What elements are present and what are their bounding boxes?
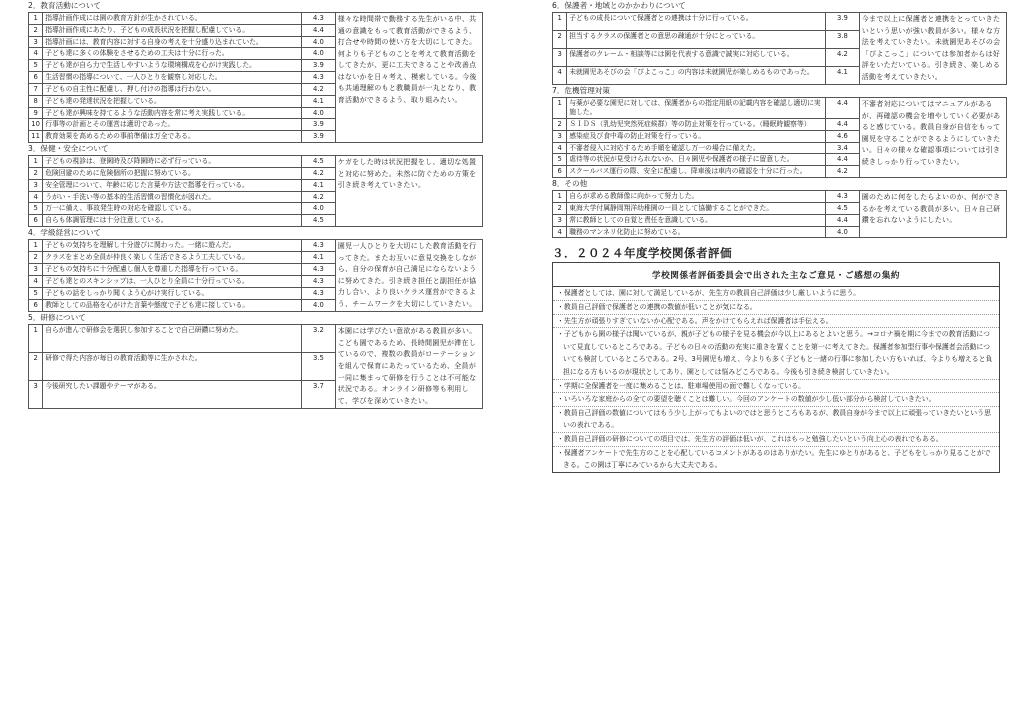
- section-title: 7．危機管理対策: [552, 86, 610, 96]
- item-score: 4.0: [302, 203, 336, 215]
- item-score: 4.1: [302, 95, 336, 107]
- item-score: 4.0: [826, 226, 860, 238]
- item-number: 3: [553, 49, 567, 67]
- item-score: 4.0: [302, 36, 336, 48]
- item-text: 万一に備え、事故発生時の対応を確認している。: [43, 203, 302, 215]
- section-comment: 今まで以上に保護者と連携をとっていきたいという思いが強い教員が多い。様々な方法を考えていきたい。未就園児あそびの会「ぴよこっこ」については参加者からは好評をいただいている。引き続き、楽しめる活動を考えていきたい。: [859, 13, 1006, 85]
- item-score: 3.7: [302, 381, 336, 409]
- item-text: 安全管理について、年齢に応じた言葉や方法で指導を行っている。: [43, 179, 302, 191]
- table-row: [553, 13, 1007, 31]
- item-score: 4.5: [302, 156, 336, 168]
- item-text: 子ども達が自ら力で生活しやすいような環境構成を心がけ実践した。: [43, 60, 302, 72]
- evaluation-table: [552, 190, 1007, 238]
- item-text: 子どもの成長について保護者との連携は十分に行っている。: [567, 13, 826, 31]
- item-number: 3: [553, 130, 567, 142]
- item-text: 自らも体調管理には十分注意している。: [43, 215, 302, 227]
- item-number: 3: [29, 381, 43, 409]
- item-text: 指導計画作成には園の教育方針が生かされている。: [43, 13, 302, 25]
- item-text: 感染症及び食中毒の防止対策を行っている。: [567, 130, 826, 142]
- item-score: 4.2: [826, 49, 860, 67]
- table-row: [29, 156, 483, 168]
- item-score: 4.2: [302, 167, 336, 179]
- section-comment: 本園には学びたい意欲がある教員が多い。こども園であるため、長時間園児が滞在しているので、複数の教員がローテーションを組んで保育にあたっているため、全員が一同に集まって研修を行うことは不可能な状況である。オンライン研修等も利用して、学びを深めていきたい。: [335, 325, 482, 409]
- list-item: ・先生方が頑張りすぎていないか心配である。声をかけてもらえれば保護者は手伝える。: [553, 315, 999, 329]
- item-text: 子ども達とのスキンシップは、一人ひとり全員に十分行っている。: [43, 276, 302, 288]
- evaluation-table: [28, 324, 483, 409]
- item-text: 子どもの自主性に配慮し、押し付けの指導は行わない。: [43, 83, 302, 95]
- item-number: 1: [553, 13, 567, 31]
- item-text: 担当するクラスの保護者との意思の疎通が十分にとっている。: [567, 31, 826, 49]
- item-text: 生活習慣の指導について、一人ひとりを観察し対応した。: [43, 72, 302, 84]
- summary-title: 学校関係者評価委員会で出された主なご意見・ご感想の集約: [553, 263, 999, 287]
- item-text: 職務のマンネリ化防止に努めている。: [567, 226, 826, 238]
- item-score: 4.2: [826, 166, 860, 178]
- item-text: 子ども達の発達状況を把握している。: [43, 95, 302, 107]
- item-text: 行事等の計画とその運営は適切であった。: [43, 119, 302, 131]
- section-comment: ケガをした時は状況把握をし、適切な処置と対応に努めた。未然に防ぐための方策を引き続き考えていきたい。: [335, 156, 482, 227]
- item-score: 4.5: [302, 215, 336, 227]
- section-comment: 園のために何をしたらよいのか、何ができるかを考えている教員が多い。日々自己研鑽を忘れないようにしたい。: [859, 191, 1006, 238]
- item-number: 6: [29, 72, 43, 84]
- item-score: 4.4: [826, 98, 860, 119]
- summary-box: [552, 262, 1000, 472]
- item-number: 3: [553, 214, 567, 226]
- section-title: 4．学級経営について: [28, 228, 102, 238]
- item-score: 4.6: [826, 130, 860, 142]
- item-number: 5: [29, 60, 43, 72]
- item-number: 2: [29, 24, 43, 36]
- item-number: 2: [29, 167, 43, 179]
- item-text: 子どもの話をしっかり聞くよう心がけ実行している。: [43, 288, 302, 300]
- item-number: 6: [553, 166, 567, 178]
- item-score: 4.4: [302, 24, 336, 36]
- evaluation-table: [28, 155, 483, 227]
- item-text: 自らが求める教師像に向かって努力した。: [567, 191, 826, 203]
- item-text: 子ども達に多くの体験をさせるための工夫は十分に行った。: [43, 48, 302, 60]
- item-number: 1: [29, 325, 43, 353]
- item-score: 4.3: [302, 72, 336, 84]
- item-text: 子どもの気持ちを理解し十分遊びに関わった。一緒に遊んだ。: [43, 240, 302, 252]
- item-text: 虐待等の状況が見受けられないか、日々園児や保護者の様子に留意した。: [567, 154, 826, 166]
- item-score: 4.1: [826, 67, 860, 85]
- item-score: 4.3: [302, 288, 336, 300]
- item-score: 4.3: [302, 276, 336, 288]
- item-number: 4: [553, 67, 567, 85]
- item-text: 常に教師としての自覚と責任を意識している。: [567, 214, 826, 226]
- item-number: 2: [29, 353, 43, 381]
- evaluation-table: [28, 239, 483, 312]
- summary-list: [553, 287, 999, 471]
- item-text: ＳＩＤＳ（乳幼児突然死症候群）等の防止対策を行っている。（睡眠時観察等）: [567, 118, 826, 130]
- right-page: [552, 0, 1007, 711]
- left-page: [28, 0, 483, 711]
- item-text: 今後研究したい課題やテーマがある。: [43, 381, 302, 409]
- section-title: 8．その他: [552, 179, 588, 189]
- item-number: 1: [29, 240, 43, 252]
- item-number: 1: [553, 98, 567, 119]
- item-score: 4.3: [826, 191, 860, 203]
- item-number: 5: [29, 203, 43, 215]
- item-number: 4: [553, 226, 567, 238]
- item-text: クラスをまとめ全員が仲良く楽しく生活できるよう工夫している。: [43, 252, 302, 264]
- item-text: 指導計画には、教育内容に対する自身の考えを十分盛り込まれていた。: [43, 36, 302, 48]
- table-row: [29, 13, 483, 25]
- evaluation-heading: ３．２０２４年度学校関係者評価: [552, 246, 732, 261]
- item-score: 4.0: [302, 107, 336, 119]
- item-text: 不審者侵入に対応するため手順を確認し万一の場合に備えた。: [567, 142, 826, 154]
- item-number: 7: [29, 83, 43, 95]
- item-number: 1: [29, 13, 43, 25]
- item-number: 2: [553, 31, 567, 49]
- item-text: 未就園児あそびの会「ぴよこっこ」の内容は未就園児が楽しめるものであった。: [567, 67, 826, 85]
- item-score: 3.9: [302, 119, 336, 131]
- item-score: 3.4: [826, 142, 860, 154]
- item-number: 10: [29, 119, 43, 131]
- item-number: 6: [29, 215, 43, 227]
- item-score: 4.3: [302, 13, 336, 25]
- item-number: 6: [29, 300, 43, 312]
- item-number: 3: [29, 36, 43, 48]
- item-text: 与薬が必要な園児に対しては、保護者からの指定用紙の記載内容を確認し適切に実施した。: [567, 98, 826, 119]
- section-title: 3．保健・安全について: [28, 144, 109, 154]
- item-score: 4.4: [826, 118, 860, 130]
- list-item: ・保護者アンケートで先生方のことを心配しているコメントがあるのはありがたい。先生にゆとりがあると、子どもをしっかり見ることができる。この園は丁寧にみているから大丈夫である。: [557, 448, 991, 470]
- item-number: 3: [29, 179, 43, 191]
- item-number: 5: [29, 288, 43, 300]
- item-number: 3: [29, 264, 43, 276]
- list-item: ・保護者としては、園に対して満足しているが、先生方の教員自己評価は少し厳しいように思う。: [553, 287, 999, 301]
- section-title: 2．教育活動について: [28, 1, 102, 10]
- item-number: 2: [553, 202, 567, 214]
- list-item: ・学期に全保護者を一度に集めることは、駐車場使用の面で難しくなっている。: [553, 380, 999, 394]
- item-number: 1: [29, 156, 43, 168]
- item-score: 4.1: [302, 252, 336, 264]
- item-score: 4.5: [826, 202, 860, 214]
- item-number: 4: [29, 276, 43, 288]
- section-title: 5．研修について: [28, 313, 86, 323]
- item-number: 9: [29, 107, 43, 119]
- item-score: 4.3: [302, 264, 336, 276]
- table-row: [553, 191, 1007, 203]
- item-score: 4.2: [302, 83, 336, 95]
- item-score: 4.0: [302, 300, 336, 312]
- item-score: 4.1: [302, 179, 336, 191]
- item-text: 保護者のクレーム・相談等には園を代表する意識で誠実に対応している。: [567, 49, 826, 67]
- item-number: 4: [29, 191, 43, 203]
- item-text: 危険回避のために危険個所の把握に努めている。: [43, 167, 302, 179]
- list-item: ・教員自己評価の数値についてはもう少し上がってもよいのではと思うところもあるが、教員自身が今まで以上に頑張っていきたいという思いの表れである。: [553, 407, 999, 433]
- item-text: 自らが進んで研修会を選択し参加することで自己研鑽に努めた。: [43, 325, 302, 353]
- item-score: 3.5: [302, 353, 336, 381]
- section-title: 6．保護者・地域とのかかわりについて: [552, 1, 686, 10]
- table-row: [29, 325, 483, 353]
- item-text: 研修で得た内容が毎日の教育活動等に生かされた。: [43, 353, 302, 381]
- item-score: 4.2: [302, 191, 336, 203]
- section-comment: 不審者対応についてはマニュアルがあるが、再確認の機会を増やしていく必要があると感じている。教員自身が自信をもって園児を守ることができるようにしていきたい。日々の様々な確認事項については引き続きしっかり行っていきたい。: [859, 98, 1006, 178]
- item-text: 教育効果を高めるための事前準備は万全である。: [43, 131, 302, 143]
- item-number: 4: [29, 48, 43, 60]
- item-score: 4.4: [826, 214, 860, 226]
- item-score: 4.4: [826, 154, 860, 166]
- item-score: 3.8: [826, 31, 860, 49]
- item-text: 指導計画作成にあたり、子どもの成長状況を把握し配慮している。: [43, 24, 302, 36]
- item-score: 3.9: [302, 131, 336, 143]
- item-score: 3.2: [302, 325, 336, 353]
- list-item: ・教員自己評価の研修についての項目では、先生方の評価は低いが、これはもっと勉強したいという向上心の表れでもある。: [553, 433, 999, 447]
- item-text: スクールバス運行の際、安全に配慮し、降車後は車内の確認を十分に行った。: [567, 166, 826, 178]
- item-text: 教師としての品格を心がけた言葉や態度で子ども達に接している。: [43, 300, 302, 312]
- item-number: 2: [553, 118, 567, 130]
- section-comment: 様々な時間帯で勤務する先生がいる中、共通の意識をもって教育活動ができるよう、打合せや時間の使い方を大切にしてきた。何よりも子どものことを考えて教育活動をしてきたが、更に工夫できることや改善点はないかを日々考え、模索している。今後も共通理解のもと教職員が一丸となり、教育活動ができるよう、取り組みたい。: [335, 13, 482, 143]
- item-number: 5: [553, 154, 567, 166]
- item-score: 3.9: [826, 13, 860, 31]
- table-row: [553, 98, 1007, 119]
- item-text: 子どもの気持ちに十分配慮し個人を尊重した指導を行っている。: [43, 264, 302, 276]
- evaluation-table: [552, 12, 1007, 85]
- evaluation-table: [552, 97, 1007, 178]
- item-text: うがい・手洗い等の基本的生活習慣の習慣化が図れた。: [43, 191, 302, 203]
- item-number: 11: [29, 131, 43, 143]
- table-row: [29, 240, 483, 252]
- item-number: 1: [553, 191, 567, 203]
- item-text: 子ども達が興味を持てるような活動内容を常に考え実践している。: [43, 107, 302, 119]
- item-text: 子どもの視診は、登園時及び降園時に必ず行っている。: [43, 156, 302, 168]
- item-text: 東海大学付属静岡翔洋幼稚園の一員として協働することができた。: [567, 202, 826, 214]
- list-item: ・教員自己評価で保護者との連携の数値が低いことが気になる。: [553, 301, 999, 315]
- section-comment: 園児一人ひとりを大切にした教育活動を行ってきた。またお互いに意見交換をしながら、自分の保育が自己満足にならないように努めてきた。引き続き担任と副担任が協力し合い、より良いクラス運営ができるよう、チームワークを大切にしていきたい。: [335, 240, 482, 312]
- item-number: 8: [29, 95, 43, 107]
- item-score: 4.0: [302, 48, 336, 60]
- list-item: ・子どもから園の様子は聞いているが、親が子どもの様子を見る機会が今以上にあるとよいと思う。→コロナ禍を期に今までの教育活動について見直しているところである。子どもの日々の活動の充実に重きを置くことを第一に考えてきた。保護者参加型行事や保護者会活動についても検討しているところである。2号、3号園児も増え、今よりも多く子どもと一緒の行事に参加したい方もいれば、今よりも増えると負担になる方もいるのが現状としてあり、園としては悩みどころである。今後も引き続き検討していきたい。: [553, 328, 999, 379]
- evaluation-table: [28, 12, 483, 143]
- item-score: 3.9: [302, 60, 336, 72]
- item-score: 4.3: [302, 240, 336, 252]
- item-number: 2: [29, 252, 43, 264]
- item-number: 4: [553, 142, 567, 154]
- list-item: ・いろいろな家庭からの全ての要望を聴くことは難しい。今回のアンケートの数値が少し低い部分から検討していきたい。: [553, 393, 999, 407]
